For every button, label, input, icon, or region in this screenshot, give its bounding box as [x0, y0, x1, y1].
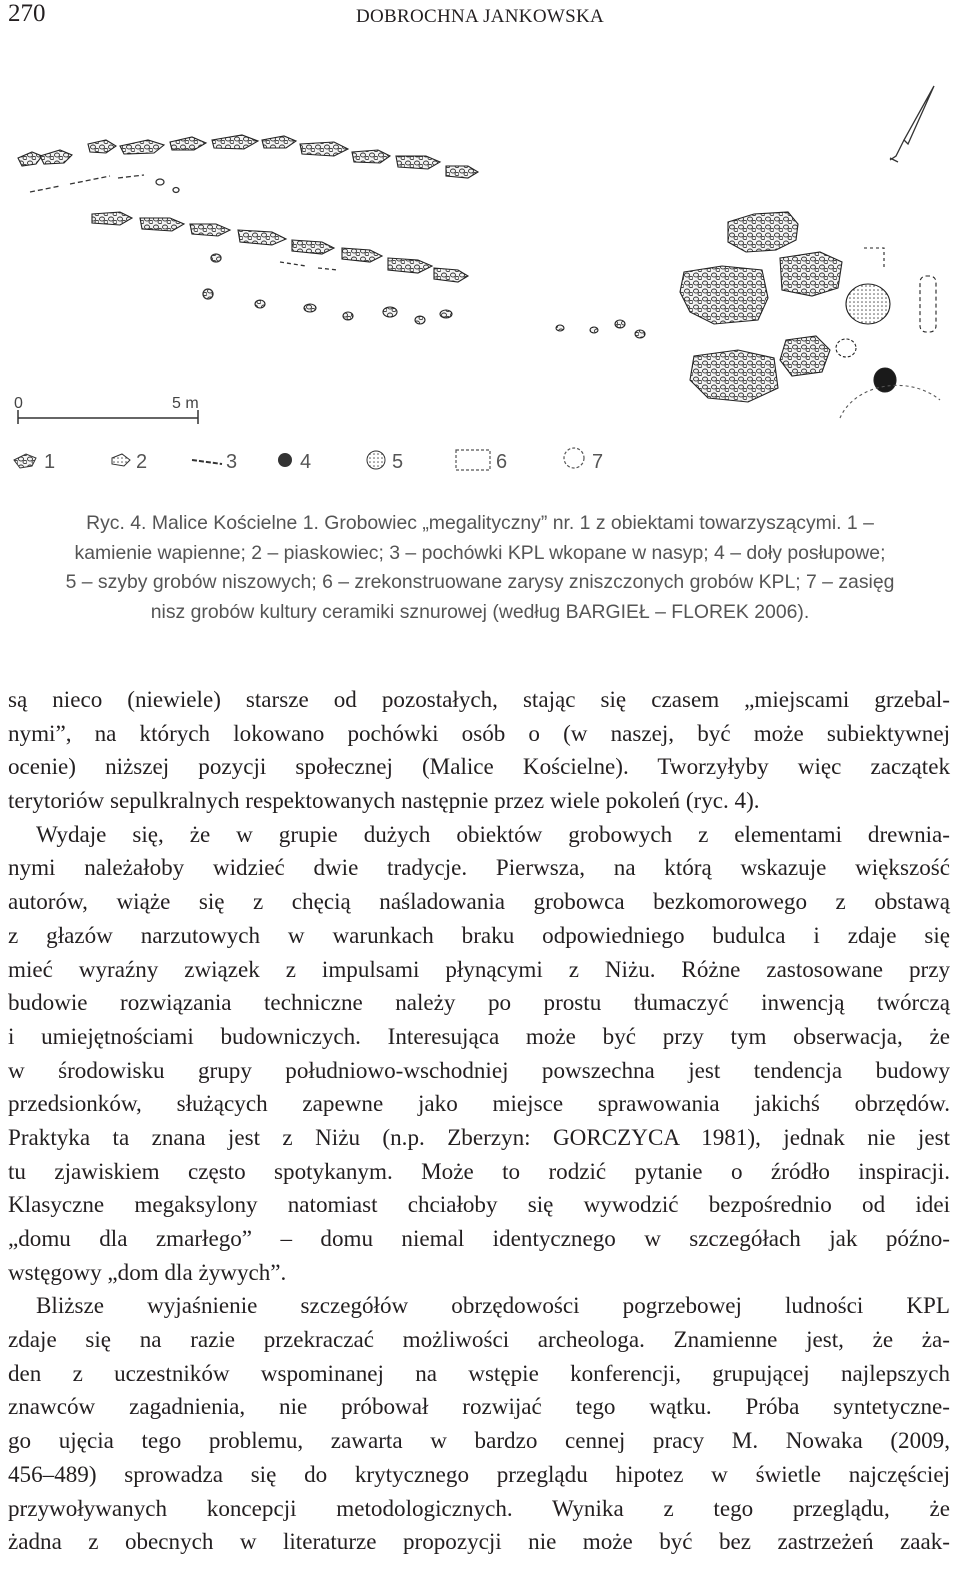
text-line: terytoriów sepulkralnych respektowanych następnie przez wiele pokoleń (ryc. 4). [8, 787, 760, 814]
caption-line: Ryc. 4. Malice Kościelne 1. Grobowiec „megalityczny” nr. 1 z obiektami towarzyszącymi. 1 – [86, 512, 874, 534]
text-line: zdaje się na razie przekraczać możliwości archeologa. Znamienne jest, że ża- [8, 1326, 950, 1353]
caption-line: nisz grobów kultury ceramiki sznurowej (według BARGIEŁ – FLOREK 2006). [150, 600, 810, 623]
text-line: Bliższe wyjaśnienie szczegółów obrzędowości pogrzebowej ludności KPL [36, 1292, 950, 1319]
scale-end-label: 5 m [172, 395, 199, 412]
burial-row-upper [30, 175, 179, 193]
text-line: den z uczestników wspominanej na wstępie konferencji, grupującej najlepszych [8, 1359, 950, 1386]
text-line: „domu dla zmarłego” – domu niemal identycznego w szczegółach jak późno- [8, 1225, 950, 1251]
text-line: budowie rozwiązania techniczne należy po prostu tłumaczyć inwencją twórczą [8, 989, 950, 1016]
site-plan-figure [0, 72, 960, 482]
text-line: są nieco (niewiele) starsze od pozostałych, stając się czasem „miejscami grzebal- [8, 686, 950, 712]
caption-line: 5 – szyby grobów niszowych; 6 – zrekonstruowane zarysy zniszczonych grobów KPL; 7 – zasięg [65, 571, 895, 593]
text-line: ocenie) niższej pozycji społecznej (Malice Kościelne). Tworzyłyby więc zaczątek [8, 753, 950, 780]
text-line: przywoływanych koncepcji metodologicznych. Wynika z tego przeglądu, że [8, 1494, 950, 1521]
page-number: 270 [8, 0, 46, 27]
stone-row-middle [92, 212, 468, 282]
scale-bar [14, 395, 199, 424]
legend-item-shafts [367, 451, 403, 473]
text-line: go ujęcia tego problemu, zawarta w bardzo cennej pracy M. Nowaka (2009, [8, 1427, 950, 1454]
text-line: w środowisku grupy południowo-wschodniej powszechna jest tendencja budowy [8, 1056, 950, 1083]
legend-item-niche-extent [564, 448, 603, 473]
svg-text:5: 5 [392, 451, 404, 473]
legend-item-sandstone [112, 451, 147, 473]
text-line: nymi”, na których lokowano pochówki osób o (w naszej, być może subiektywnej [8, 719, 950, 746]
north-arrow-icon [890, 86, 934, 162]
text-line: autorów, wiąże się z chęcią naśladowania grobowca bezkomorowego z obstawą [8, 888, 950, 915]
svg-text:7: 7 [592, 451, 604, 473]
scale-start-label: 0 [14, 395, 23, 412]
text-line: i umiejętnościami budowniczych. Interesująca może być przy tym obserwacja, że [8, 1022, 950, 1049]
text-line: znawców zagadnienia, nie próbował rozwijać tego wątku. Próba syntetyczne- [8, 1393, 950, 1420]
text-line: Praktyka ta znana jest z Niżu (n.p. Zberzyn: GORCZYCA 1981), jednak nie jest [8, 1123, 950, 1150]
burial-row-middle [203, 254, 338, 299]
svg-text:6: 6 [496, 451, 508, 473]
text-line: przedsionków, służących zapewne jako miejsce sprawowania jakichś obrzędów. [8, 1090, 950, 1117]
caption-line: kamienie wapienne; 2 – piaskowiec; 3 – pochówki KPL wkopane w nasyp; 4 – doły posłupowe; [74, 541, 886, 564]
legend-item-reconstructed [456, 450, 507, 473]
text-line: żadna z obecnych w literaturze propozycji nie może być bez zastrzeżeń zaak- [8, 1528, 950, 1555]
legend-item-burials [192, 451, 237, 473]
figure-legend [14, 448, 603, 473]
tomb-structure [680, 212, 940, 418]
svg-text:3: 3 [226, 451, 238, 473]
text-line: 456–489) sprowadza się do krytycznego przeglądu hipotez w świetle najczęściej [8, 1460, 950, 1487]
text-line: wstęgowy „dom dla żywych”. [8, 1258, 287, 1285]
text-line: tu zjawiskiem często spotykanym. Może to rodzić pytanie o źródło inspiracji. [8, 1157, 950, 1184]
body-text [8, 683, 950, 1559]
svg-text:1: 1 [44, 451, 56, 473]
text-line: nymi należałoby widzieć dwie tradycje. Pierwsza, na którą wskazuje większość [8, 854, 950, 881]
text-line: mieć wyraźny związek z impulsami płynącymi z Niżu. Różne zastosowane przy [8, 955, 950, 982]
running-head: DOBROCHNA JANKOWSKA [356, 6, 604, 27]
text-line: z głazów narzutowych w warunkach braku odpowiedniego budulca i zdaje się [8, 921, 950, 948]
text-line: Klasyczne megaksylony natomiast chciałoby się wywodzić bezpośrednio od idei [8, 1191, 950, 1218]
figure-caption [8, 509, 952, 627]
svg-text:2: 2 [136, 451, 148, 473]
stone-row-upper [18, 135, 478, 178]
svg-text:4: 4 [300, 451, 312, 473]
stone-row-lower [255, 300, 645, 338]
legend-item-post-holes [278, 451, 311, 473]
legend-item-limestone [14, 451, 55, 473]
text-line: Wydaje się, że w grupie dużych obiektów grobowych z elementami drewnia- [36, 820, 950, 847]
